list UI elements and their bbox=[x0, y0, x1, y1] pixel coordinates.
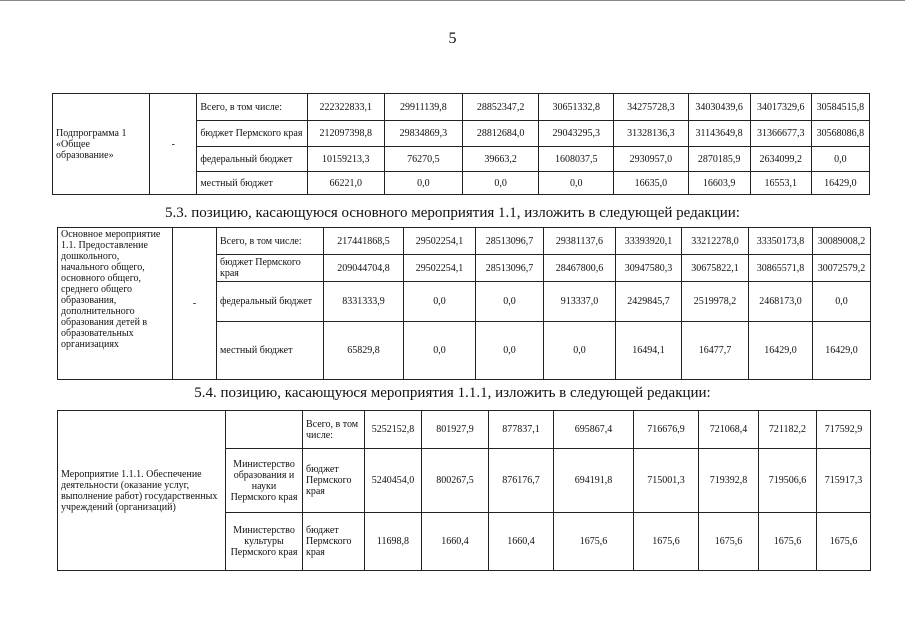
value-cell: 16494,1 bbox=[616, 322, 682, 380]
value-cell: 0,0 bbox=[404, 282, 476, 322]
value-cell: 1675,6 bbox=[554, 513, 634, 571]
value-cell: 30651332,8 bbox=[539, 94, 614, 121]
value-cell: 11698,8 bbox=[365, 513, 422, 571]
value-cell: 876176,7 bbox=[489, 449, 554, 513]
row-label: Всего, в том числе: bbox=[303, 411, 365, 449]
value-cell: 715917,3 bbox=[817, 449, 871, 513]
value-cell: 1608037,5 bbox=[539, 147, 614, 172]
value-cell: 30675822,1 bbox=[682, 255, 749, 282]
value-cell: 719506,6 bbox=[759, 449, 817, 513]
value-cell: 29381137,6 bbox=[544, 228, 616, 255]
value-cell: 31366677,3 bbox=[750, 121, 811, 147]
value-cell: 1675,6 bbox=[699, 513, 759, 571]
dash-cell: - bbox=[173, 228, 217, 380]
value-cell: 29834869,3 bbox=[384, 121, 462, 147]
value-cell: 5252152,8 bbox=[365, 411, 422, 449]
activity-1-1-1-table bbox=[57, 410, 871, 571]
value-cell: 2519978,2 bbox=[682, 282, 749, 322]
value-cell: 30568086,8 bbox=[811, 121, 869, 147]
value-cell: 34030439,6 bbox=[688, 94, 750, 121]
value-cell: 76270,5 bbox=[384, 147, 462, 172]
value-cell: 30072579,2 bbox=[813, 255, 871, 282]
value-cell: 31143649,8 bbox=[688, 121, 750, 147]
value-cell: 1675,6 bbox=[817, 513, 871, 571]
value-cell: 212097398,8 bbox=[307, 121, 384, 147]
value-cell: 721068,4 bbox=[699, 411, 759, 449]
value-cell: 28513096,7 bbox=[476, 228, 544, 255]
value-cell: 29911139,8 bbox=[384, 94, 462, 121]
value-cell: 33393920,1 bbox=[616, 228, 682, 255]
value-cell: 1675,6 bbox=[759, 513, 817, 571]
table-row bbox=[53, 94, 870, 121]
value-cell: 694191,8 bbox=[554, 449, 634, 513]
org-cell: Министерство образования и науки Пермского края bbox=[226, 449, 303, 513]
value-cell: 28852347,2 bbox=[462, 94, 538, 121]
value-cell: 717592,9 bbox=[817, 411, 871, 449]
value-cell: 716676,9 bbox=[634, 411, 699, 449]
row-label: Всего, в том числе: bbox=[197, 94, 307, 121]
row-label: местный бюджет bbox=[197, 172, 307, 195]
value-cell: 16553,1 bbox=[750, 172, 811, 195]
value-cell: 695867,4 bbox=[554, 411, 634, 449]
value-cell: 29502254,1 bbox=[404, 228, 476, 255]
value-cell: 877837,1 bbox=[489, 411, 554, 449]
value-cell: 29502254,1 bbox=[404, 255, 476, 282]
value-cell: 0,0 bbox=[811, 147, 869, 172]
section-heading-5-3: 5.3. позицию, касающуюся основного мероприятия 1.1, изложить в следующей редакции: bbox=[165, 205, 740, 221]
value-cell: 31328136,3 bbox=[614, 121, 688, 147]
value-cell: 719392,8 bbox=[699, 449, 759, 513]
row-label: местный бюджет bbox=[217, 322, 324, 380]
value-cell: 0,0 bbox=[544, 322, 616, 380]
table-row bbox=[58, 411, 871, 449]
value-cell: 1660,4 bbox=[422, 513, 489, 571]
value-cell: 913337,0 bbox=[544, 282, 616, 322]
value-cell: 28467800,6 bbox=[544, 255, 616, 282]
value-cell: 29043295,3 bbox=[539, 121, 614, 147]
value-cell: 209044704,8 bbox=[324, 255, 404, 282]
value-cell: 39663,2 bbox=[462, 147, 538, 172]
page-number: 5 bbox=[448, 30, 457, 47]
table-row bbox=[58, 228, 871, 255]
value-cell: 33350173,8 bbox=[749, 228, 813, 255]
value-cell: 34017329,6 bbox=[750, 94, 811, 121]
value-cell: 0,0 bbox=[476, 282, 544, 322]
program-name-cell: Подпрограмма 1 «Общее образование» bbox=[53, 94, 150, 195]
row-label: бюджет Пермского края bbox=[303, 449, 365, 513]
value-cell: 16603,9 bbox=[688, 172, 750, 195]
value-cell: 2930957,0 bbox=[614, 147, 688, 172]
value-cell: 16477,7 bbox=[682, 322, 749, 380]
value-cell: 30865571,8 bbox=[749, 255, 813, 282]
dash-cell: - bbox=[150, 94, 197, 195]
value-cell: 10159213,3 bbox=[307, 147, 384, 172]
value-cell: 0,0 bbox=[539, 172, 614, 195]
value-cell: 30089008,2 bbox=[813, 228, 871, 255]
value-cell: 222322833,1 bbox=[307, 94, 384, 121]
main-activity-1-1-table bbox=[57, 227, 871, 380]
value-cell: 721182,2 bbox=[759, 411, 817, 449]
value-cell: 33212278,0 bbox=[682, 228, 749, 255]
row-label: бюджет Пермского края bbox=[303, 513, 365, 571]
value-cell: 30584515,8 bbox=[811, 94, 869, 121]
row-label: федеральный бюджет bbox=[197, 147, 307, 172]
value-cell: 8331333,9 bbox=[324, 282, 404, 322]
top-border-line bbox=[0, 0, 905, 3]
value-cell: 66221,0 bbox=[307, 172, 384, 195]
value-cell: 16429,0 bbox=[749, 322, 813, 380]
value-cell: 5240454,0 bbox=[365, 449, 422, 513]
value-cell: 0,0 bbox=[476, 322, 544, 380]
value-cell: 715001,3 bbox=[634, 449, 699, 513]
value-cell: 0,0 bbox=[384, 172, 462, 195]
value-cell: 65829,8 bbox=[324, 322, 404, 380]
value-cell: 2634099,2 bbox=[750, 147, 811, 172]
value-cell: 0,0 bbox=[813, 282, 871, 322]
value-cell: 2870185,9 bbox=[688, 147, 750, 172]
row-label: Всего, в том числе: bbox=[217, 228, 324, 255]
value-cell: 1660,4 bbox=[489, 513, 554, 571]
subprogram-1-table bbox=[52, 93, 870, 195]
activity-name-cell: Основное мероприятие 1.1. Предоставление дошкольного, начального общего, основного общего, среднего общего образования, дополнительного образования детей в образовательных организациях bbox=[58, 228, 173, 380]
value-cell: 801927,9 bbox=[422, 411, 489, 449]
row-label: бюджет Пермского края bbox=[197, 121, 307, 147]
value-cell: 2429845,7 bbox=[616, 282, 682, 322]
value-cell: 30947580,3 bbox=[616, 255, 682, 282]
value-cell: 34275728,3 bbox=[614, 94, 688, 121]
value-cell: 0,0 bbox=[404, 322, 476, 380]
value-cell: 0,0 bbox=[462, 172, 538, 195]
value-cell: 16429,0 bbox=[813, 322, 871, 380]
value-cell: 16429,0 bbox=[811, 172, 869, 195]
value-cell: 2468173,0 bbox=[749, 282, 813, 322]
value-cell: 800267,5 bbox=[422, 449, 489, 513]
org-cell bbox=[226, 411, 303, 449]
value-cell: 28513096,7 bbox=[476, 255, 544, 282]
value-cell: 16635,0 bbox=[614, 172, 688, 195]
row-label: бюджет Пермского края bbox=[217, 255, 324, 282]
activity-name-cell: Мероприятие 1.1.1. Обеспечение деятельности (оказание услуг, выполнение работ) государственных учреждений (организаций) bbox=[58, 411, 226, 571]
value-cell: 28812684,0 bbox=[462, 121, 538, 147]
row-label: федеральный бюджет bbox=[217, 282, 324, 322]
section-heading-5-4: 5.4. позицию, касающуюся мероприятия 1.1.1, изложить в следующей редакции: bbox=[194, 385, 711, 401]
org-cell: Министерство культуры Пермского края bbox=[226, 513, 303, 571]
value-cell: 1675,6 bbox=[634, 513, 699, 571]
value-cell: 217441868,5 bbox=[324, 228, 404, 255]
